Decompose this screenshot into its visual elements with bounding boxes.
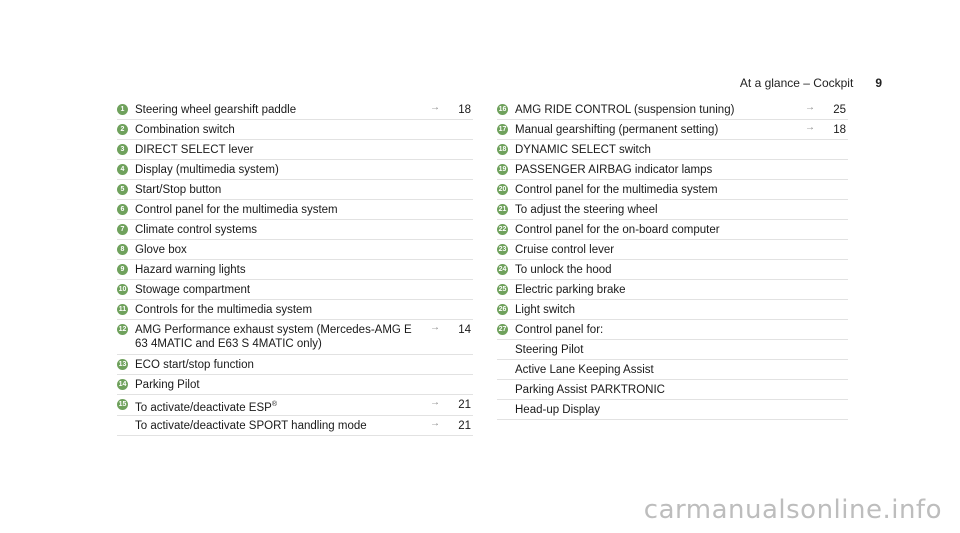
item-label-text: Manual gearshifting (permanent setting) — [515, 124, 719, 136]
legend-column-left — [117, 100, 473, 436]
legend-item — [497, 280, 848, 300]
item-number-badge: 6 — [117, 204, 128, 215]
item-number-badge: 15 — [117, 399, 128, 410]
reference-page-number: 25 — [833, 104, 846, 116]
item-label — [515, 183, 848, 197]
item-number-badge — [497, 404, 508, 415]
item-label — [135, 123, 473, 137]
item-label-text: Parking Pilot — [135, 379, 200, 391]
item-number-badge: 4 — [117, 164, 128, 175]
item-label — [515, 103, 802, 117]
item-label — [515, 263, 848, 277]
item-label — [515, 323, 848, 337]
item-number-badge: 9 — [117, 264, 128, 275]
legend-item — [117, 240, 473, 260]
arrow-right-icon: → — [430, 417, 440, 429]
item-number-badge: 19 — [497, 164, 508, 175]
item-label — [515, 363, 848, 377]
legend-item — [497, 220, 848, 240]
item-number-badge: 14 — [117, 379, 128, 390]
legend-item — [117, 140, 473, 160]
item-label — [515, 223, 848, 237]
item-label — [135, 143, 473, 157]
arrow-right-icon: → — [430, 397, 440, 408]
item-label — [135, 378, 473, 392]
legend-item — [497, 240, 848, 260]
legend-item — [117, 200, 473, 220]
item-label-text: Steering Pilot — [515, 344, 584, 356]
item-label-text: Climate control systems — [135, 224, 258, 236]
item-label — [135, 323, 427, 351]
item-label-text: Control panel for the multimedia system — [515, 184, 718, 196]
page-number: 9 — [875, 76, 882, 90]
item-label-text: ECO start/stop function — [135, 359, 254, 371]
legend-item — [497, 140, 848, 160]
legend-item — [497, 400, 848, 420]
reference-page-number: 14 — [458, 324, 471, 336]
item-label-text: Start/Stop button — [135, 184, 222, 196]
legend-item — [117, 220, 473, 240]
item-label-text: PASSENGER AIRBAG indicator lamps — [515, 164, 713, 176]
page-reference[interactable] — [802, 103, 848, 117]
section-title: At a glance – Cockpit — [739, 76, 854, 90]
item-label-text: Hazard warning lights — [135, 264, 246, 276]
registered-mark: ® — [271, 401, 277, 408]
item-number-badge: 27 — [497, 324, 508, 335]
legend-item — [117, 395, 473, 416]
legend-item — [497, 360, 848, 380]
item-number-badge: 5 — [117, 184, 128, 195]
item-label-text: DIRECT SELECT lever — [135, 144, 254, 156]
item-label — [135, 303, 473, 317]
item-label-text: Glove box — [135, 244, 187, 256]
item-label — [135, 223, 473, 237]
item-number-badge: 21 — [497, 204, 508, 215]
item-number-badge — [497, 344, 508, 355]
item-label — [135, 398, 427, 415]
watermark[interactable]: carmanualsonline.info — [643, 495, 942, 525]
reference-page-number: 18 — [833, 124, 846, 136]
legend-item — [497, 300, 848, 320]
item-label — [515, 243, 848, 257]
item-label-text: Display (multimedia system) — [135, 164, 279, 176]
legend-item — [497, 380, 848, 400]
legend-item — [117, 300, 473, 320]
legend-item — [117, 280, 473, 300]
page-header — [740, 76, 882, 90]
arrow-right-icon: → — [805, 122, 815, 133]
reference-page-number: 21 — [458, 419, 471, 432]
page-reference[interactable] — [427, 323, 473, 337]
legend-item — [497, 120, 848, 140]
legend-item — [117, 260, 473, 280]
legend-item — [117, 100, 473, 120]
legend-item — [497, 100, 848, 120]
item-label — [515, 343, 848, 357]
item-number-badge: 24 — [497, 264, 508, 275]
item-label-text: To adjust the steering wheel — [515, 204, 658, 216]
legend-item — [117, 180, 473, 200]
item-number-badge: 16 — [497, 104, 508, 115]
item-label — [135, 243, 473, 257]
item-label-text: Steering wheel gearshift paddle — [135, 104, 297, 116]
item-number-badge: 18 — [497, 144, 508, 155]
legend-item — [117, 375, 473, 395]
item-label — [135, 203, 473, 217]
item-label — [515, 143, 848, 157]
item-number-badge: 20 — [497, 184, 508, 195]
legend-column-right — [497, 100, 848, 420]
item-label — [515, 203, 848, 217]
item-label — [135, 358, 473, 372]
item-number-badge: 11 — [117, 304, 128, 315]
reference-page-number: 18 — [458, 104, 471, 116]
legend-item — [497, 200, 848, 220]
item-number-badge: 8 — [117, 244, 128, 255]
item-label-text: Electric parking brake — [515, 284, 626, 296]
item-label-text: Light switch — [515, 304, 576, 316]
item-number-badge: 12 — [117, 324, 128, 335]
item-label-text: Active Lane Keeping Assist — [515, 364, 654, 376]
item-label-text: DYNAMIC SELECT switch — [515, 144, 651, 156]
item-number-badge — [497, 364, 508, 375]
arrow-right-icon: → — [430, 102, 440, 113]
item-number-badge: 22 — [497, 224, 508, 235]
reference-page-number: 21 — [458, 399, 471, 411]
item-label — [515, 403, 848, 417]
legend-item — [117, 320, 473, 355]
legend-item — [117, 355, 473, 375]
item-label-text: Control panel for the on-board computer — [515, 224, 720, 236]
item-label — [135, 283, 473, 297]
item-label-text: Parking Assist PARKTRONIC — [515, 384, 665, 396]
legend-item — [497, 160, 848, 180]
legend-item — [117, 416, 473, 436]
legend-item — [497, 260, 848, 280]
item-number-badge: 1 — [117, 104, 128, 115]
legend-item — [117, 160, 473, 180]
legend-item — [497, 320, 848, 340]
legend-item — [117, 120, 473, 140]
page-reference[interactable] — [427, 419, 473, 433]
item-label-text: Cruise control lever — [515, 244, 615, 256]
legend-item — [497, 180, 848, 200]
item-label-text: To unlock the hood — [515, 264, 612, 276]
item-number-badge: 7 — [117, 224, 128, 235]
item-label — [135, 103, 427, 117]
item-number-badge — [497, 384, 508, 395]
item-label — [135, 263, 473, 277]
page-reference[interactable] — [427, 398, 473, 412]
item-number-badge: 13 — [117, 359, 128, 370]
item-label — [135, 163, 473, 177]
item-label-text: AMG RIDE CONTROL (suspension tuning) — [515, 104, 735, 116]
item-label-text: AMG Performance exhaust system (Mercedes-AMG E 63 4MATIC and E63 S 4MATIC only) — [135, 324, 412, 350]
item-label-text: Stowage compartment — [135, 284, 251, 296]
page-reference[interactable] — [427, 103, 473, 117]
item-number-badge: 25 — [497, 284, 508, 295]
arrow-right-icon: → — [430, 322, 440, 333]
item-label-text: Head-up Display — [515, 404, 601, 416]
item-label-text: Control panel for: — [515, 324, 604, 336]
item-label — [135, 419, 427, 433]
item-number-badge — [117, 420, 128, 431]
item-number-badge: 17 — [497, 124, 508, 135]
item-number-badge: 23 — [497, 244, 508, 255]
item-number-badge: 10 — [117, 284, 128, 295]
page-reference[interactable] — [802, 123, 848, 137]
item-number-badge: 26 — [497, 304, 508, 315]
item-number-badge: 3 — [117, 144, 128, 155]
item-label-text: Combination switch — [135, 124, 235, 136]
arrow-right-icon: → — [805, 102, 815, 113]
item-label — [135, 183, 473, 197]
item-label — [515, 123, 802, 137]
item-label — [515, 283, 848, 297]
item-label-text: To activate/deactivate SPORT handling mode — [135, 419, 367, 432]
item-label-text: To activate/deactivate ESP — [135, 401, 272, 414]
legend-item — [497, 340, 848, 360]
item-label-text: Control panel for the multimedia system — [135, 204, 338, 216]
item-label — [515, 383, 848, 397]
item-number-badge: 2 — [117, 124, 128, 135]
item-label — [515, 303, 848, 317]
item-label — [515, 163, 848, 177]
item-label-text: Controls for the multimedia system — [135, 304, 313, 316]
